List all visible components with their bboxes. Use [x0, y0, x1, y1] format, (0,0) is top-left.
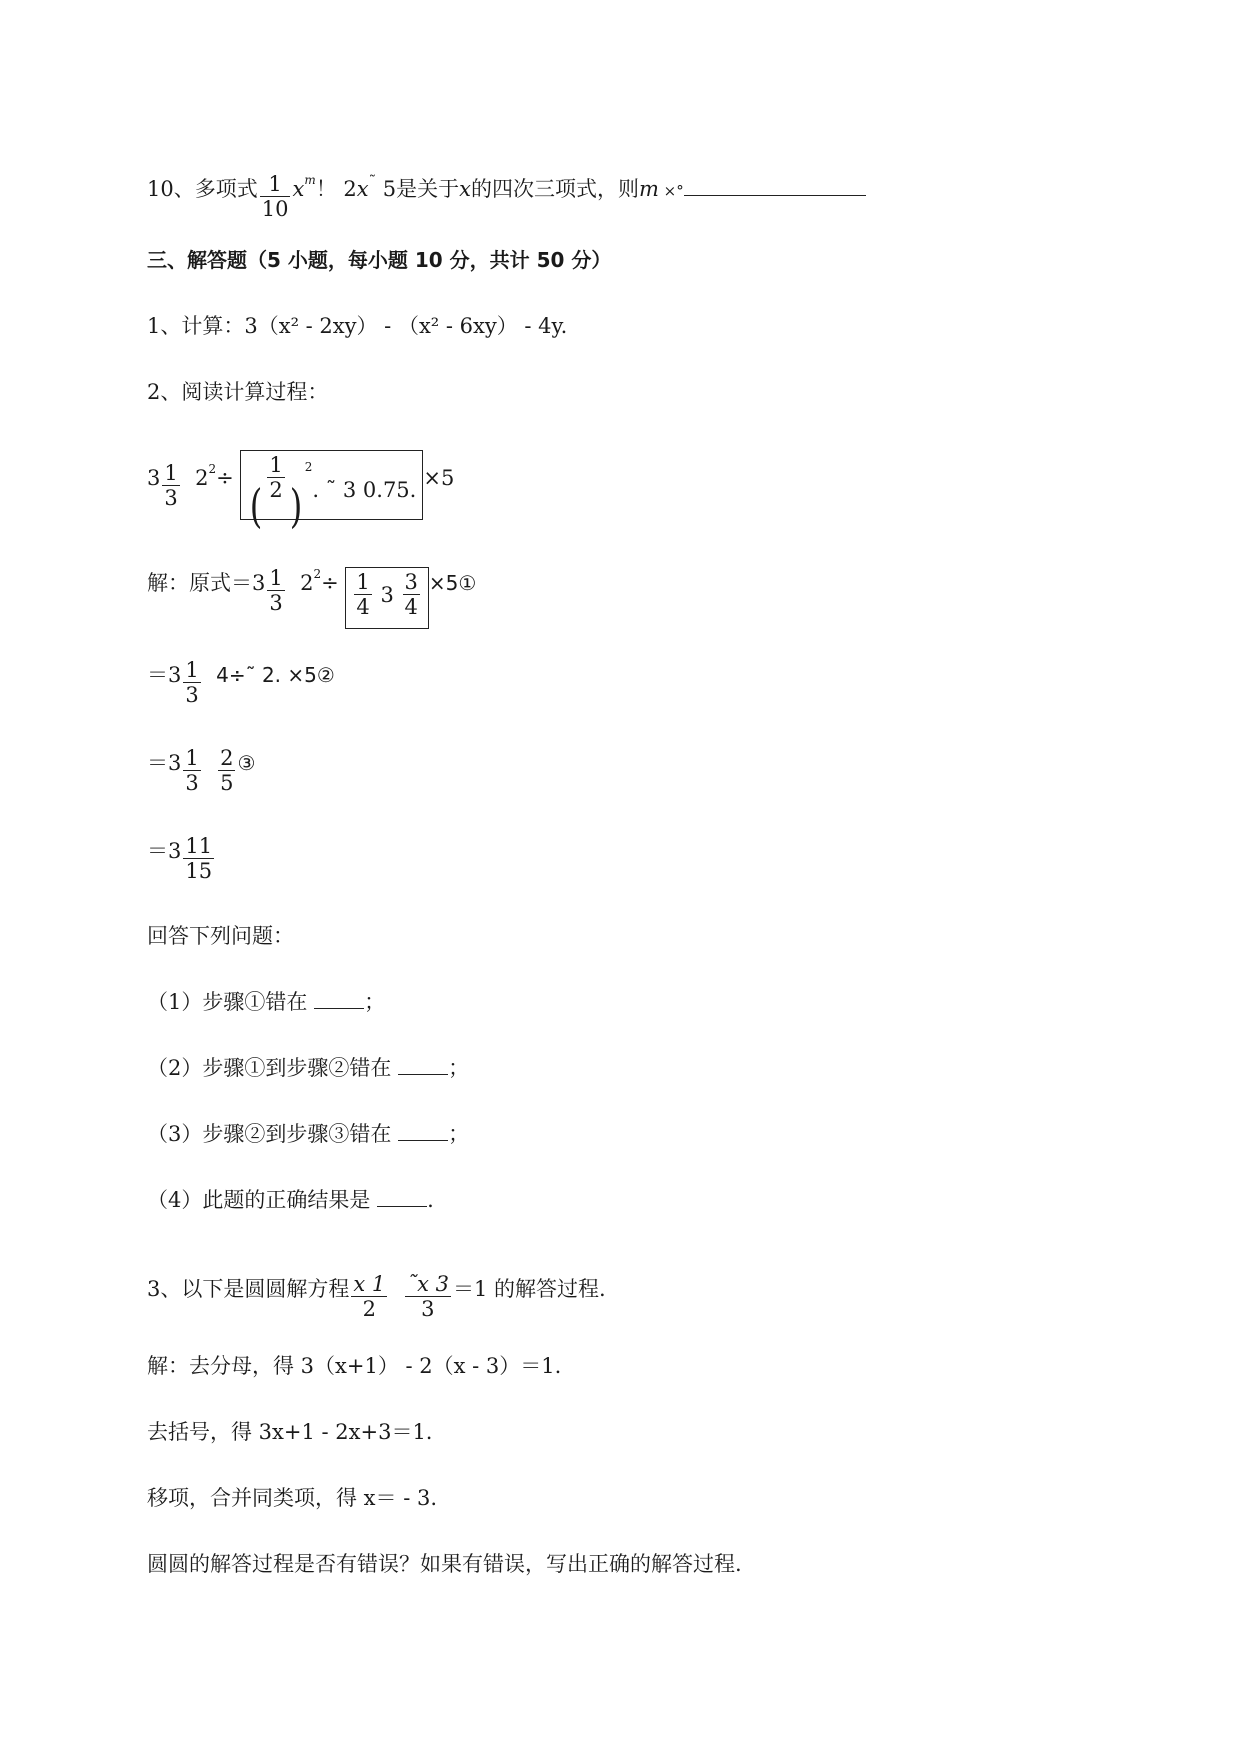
solution-line-4: ＝3 $\frac{11}{15}$ [147, 834, 213, 883]
solution-text: 移项，合并同类项，得 x＝ - 3. [147, 1486, 437, 1510]
answer-blank[interactable] [398, 1140, 448, 1141]
answer-blank[interactable] [398, 1074, 448, 1075]
q10-number: 10、多项式 [147, 177, 258, 201]
question-10: 10、多项式 $\frac{1}{10}$ $x^m$！ 2x˜ 5是关于x的四次三项式，则m ×° [147, 166, 866, 221]
problem-2-expression: 3 $\frac{1}{3}$ $2^2\div$ ( $\frac{1}{2}$ )$^2$. ˜ 3 0.75. ×5 [147, 450, 454, 520]
solution-text: 解：去分母，得 3（x+1） - 2（x - 3）＝1. [147, 1354, 562, 1378]
answer-title: 回答下列问题： [147, 924, 294, 948]
section-heading: 三、解答题（5 小题，每小题 10 分，共计 50 分） [147, 248, 612, 272]
fraction: $\frac{1}{10}$ [261, 172, 289, 221]
answer-blank[interactable] [684, 195, 866, 196]
solution-line-1: 解：原式＝3 $\frac{1}{3}$ $2^2\div$ $\frac{1}{4}$ 3 $\frac{3}{4}$ ×5① [147, 560, 476, 629]
answer-blank[interactable] [377, 1206, 427, 1207]
solution-line-3: ＝3 $\frac{1}{3}$ $\frac{2}{5}$ ③ [147, 746, 256, 795]
problem-3-intro: 3、以下是圆圆解方程 $\frac{x 1}{2}$ $\frac{˜x 3}{3}$ ＝1 的解答过程. [147, 1272, 606, 1321]
question-item: （2）步骤①到步骤②错在 ； [147, 1056, 470, 1080]
question-item: （3）步骤②到步骤③错在 ； [147, 1122, 470, 1146]
question-item: （1）步骤①错在 ； [147, 990, 386, 1014]
bracket: ( $\frac{1}{2}$ )$^2$. ˜ 3 0.75. [240, 450, 423, 520]
problem-2-title: 2、阅读计算过程： [147, 380, 329, 404]
solution-text: 去括号，得 3x+1 - 2x+3＝1. [147, 1420, 433, 1444]
solution-line-2: ＝3 $\frac{1}{3}$ 4÷˜ 2. ×5② [147, 658, 335, 707]
solution-text: 圆圆的解答过程是否有错误？如果有错误，写出正确的解答过程. [147, 1552, 742, 1576]
problem-1: 1、计算：3（x² - 2xy） - （x² - 6xy） - 4y. [147, 314, 568, 338]
question-item: （4）此题的正确结果是 . [147, 1188, 434, 1212]
answer-blank[interactable] [314, 1008, 364, 1009]
